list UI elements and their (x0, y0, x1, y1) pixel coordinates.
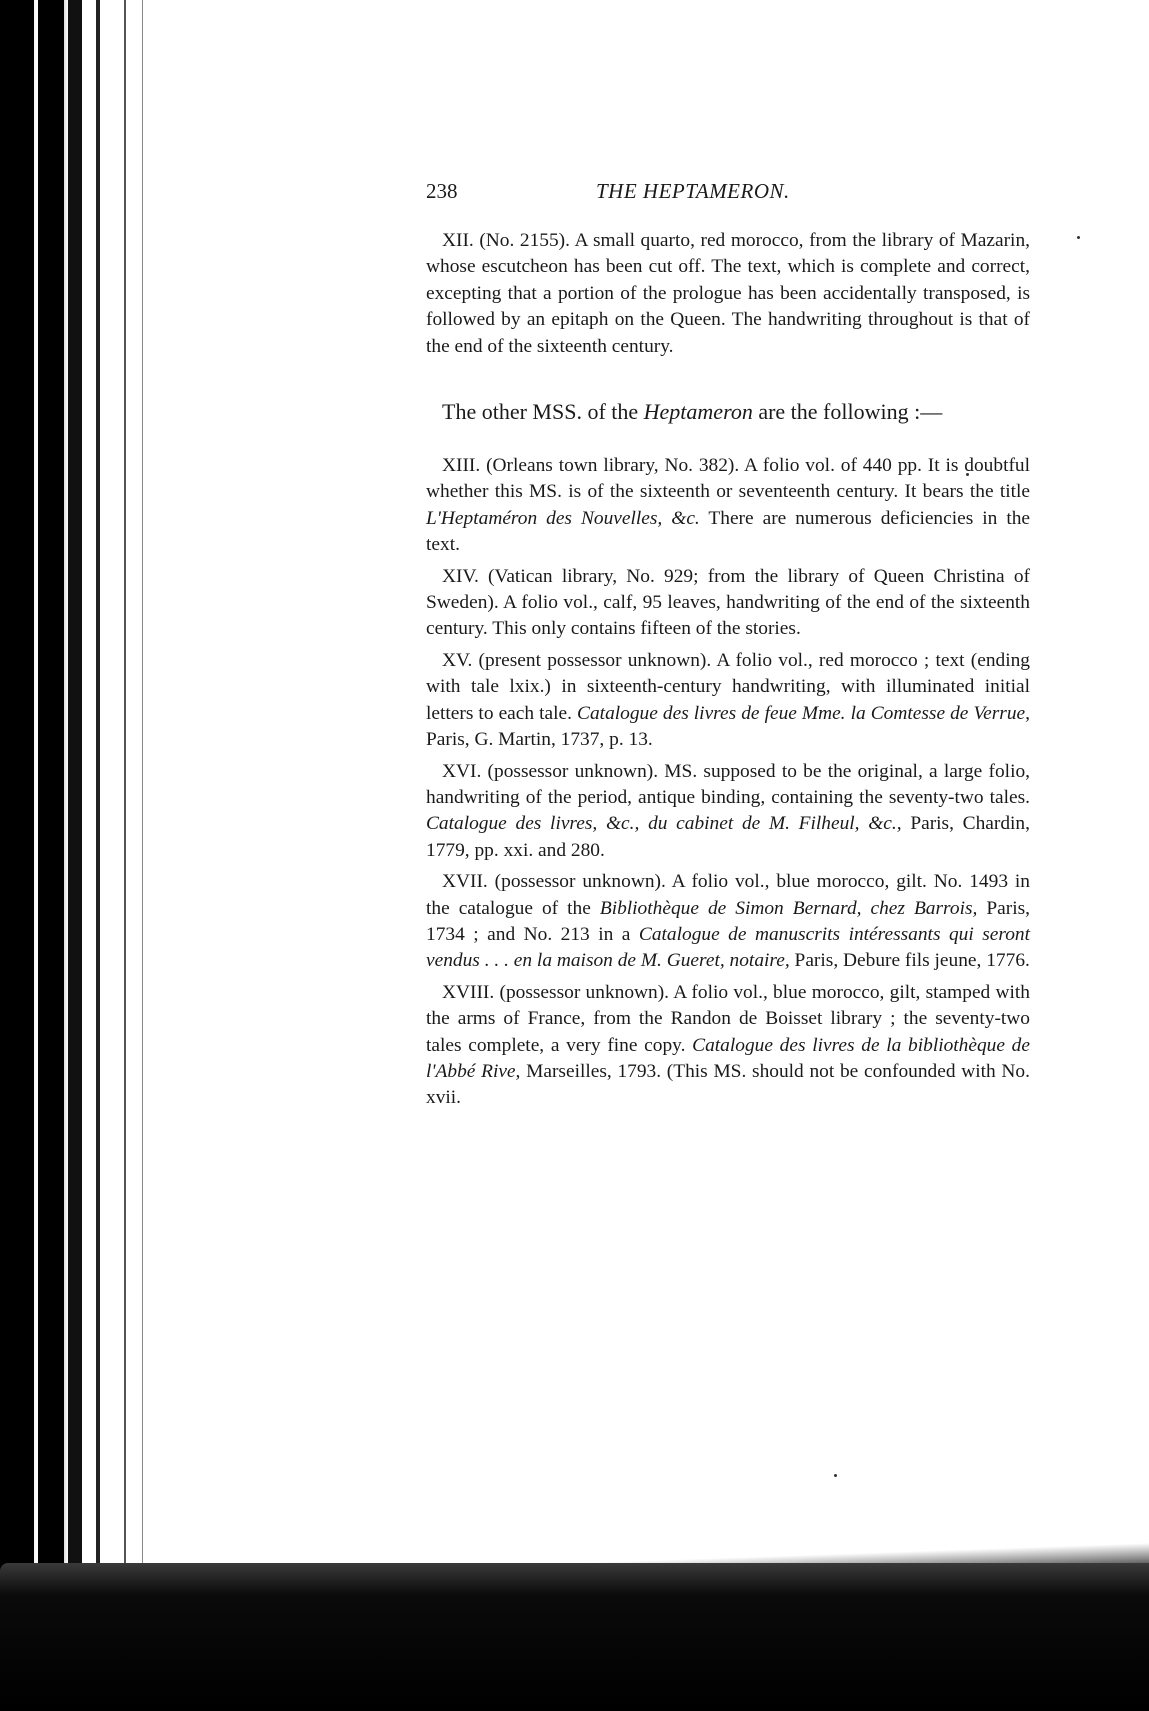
entry-text: Paris, 1734 ; and No. 213 in a (426, 897, 1030, 945)
entry-text: There are numerous deficiencies in the text. (426, 507, 1031, 556)
entry-text: XVI. (possessor unknown). MS. supposed to be the original, a large folio, handwriting of the period, antique binding, containing the seventy-two tales. (426, 760, 1030, 808)
entry-paragraph: XII. (No. 2155). A small quarto, red morocco, from the library of Mazarin, whose escutcheon has been cut off. The text, which is complete and correct, excepting that a portion of the prologue has been accidentally transposed, is followed by an epitaph on the Queen. The handwriting throughout is that of the end of the sixteenth century. (426, 230, 1030, 357)
running-title: THE HEPTAMERON. (596, 179, 790, 203)
entry-text: XV. (present possessor unknown). A folio vol., red morocco ; text (ending with tale lxix.) in sixteenth-century handwriting, with illuminated initial letters to each tale. (426, 649, 1030, 724)
entry-paragraph (426, 980, 1030, 1112)
entry-italic-title: Catalogue de manuscrits intéressants qui seront vendus . . . en la maison de M. Gueret, notaire, (426, 923, 1031, 972)
entry-italic-title: Catalogue des livres de feue Mme. la Comtesse de Verrue, (577, 702, 1031, 724)
entry-italic-title: Catalogue des livres de la bibliothèque de l'Abbé Rive, (426, 1034, 1030, 1082)
entry-text: Paris, Chardin, 1779, pp. xxi. and 280. (426, 813, 1030, 861)
entry-paragraph (426, 869, 1030, 975)
entry-italic-title: Catalogue des livres, &c., du cabinet de M. Filheul, &c., (426, 813, 902, 835)
entry-text: XIII. (Orleans town library, No. 382). A folio vol. of 440 pp. It is doubtful whether this MS. is of the sixteenth or seventeenth century. It bears the title (426, 455, 1030, 503)
entry-text: XVII. (possessor unknown). A folio vol., blue morocco, gilt. No. 1493 in the catalogue of the (426, 871, 1030, 919)
entry-text: XIV. (Vatican library, No. 929; from the library of Queen Christina of Sweden). A folio vol., calf, 95 leaves, handwriting of the end of the sixteenth century. This only contains fifteen of the stories. (426, 565, 1030, 640)
running-head (426, 178, 1030, 208)
entry-paragraph (426, 759, 1030, 865)
scan-speck (1077, 236, 1080, 239)
scan-speck (834, 1474, 837, 1477)
manuscript-list (426, 453, 1030, 1112)
entry-paragraph (426, 453, 1030, 559)
entry-paragraph (426, 564, 1030, 643)
entry-text: Marseilles, 1793. (This MS. should not be confounded with No. xvii. (426, 1060, 1030, 1109)
book-page (426, 178, 1030, 1112)
heading-text-before: The other MSS. of the (442, 399, 644, 425)
entry-text: Paris, Debure fils jeune, 1776. (789, 950, 1030, 972)
entry-text: XVIII. (possessor unknown). A folio vol., blue morocco, gilt, stamped with the arms of France, from the Randon de Boisset library ; the seventy-two tales complete, a very fine copy. (426, 981, 1030, 1056)
entry-paragraph (426, 648, 1030, 754)
book-gutter-shadow (0, 0, 150, 1711)
entry-italic-title: L'Heptaméron des Nouvelles, &c. (426, 507, 700, 529)
page-fold-shadow (0, 1563, 1149, 1711)
page-number: 238 (426, 179, 458, 203)
heading-text-after: are the following :— (752, 399, 943, 425)
section-heading (426, 398, 1030, 425)
heading-title-italic: Heptameron (643, 399, 753, 425)
entry-italic-title: Bibliothèque de Simon Bernard, chez Barrois, (599, 897, 978, 919)
entry-text: Paris, G. Martin, 1737, p. 13. (426, 729, 653, 751)
